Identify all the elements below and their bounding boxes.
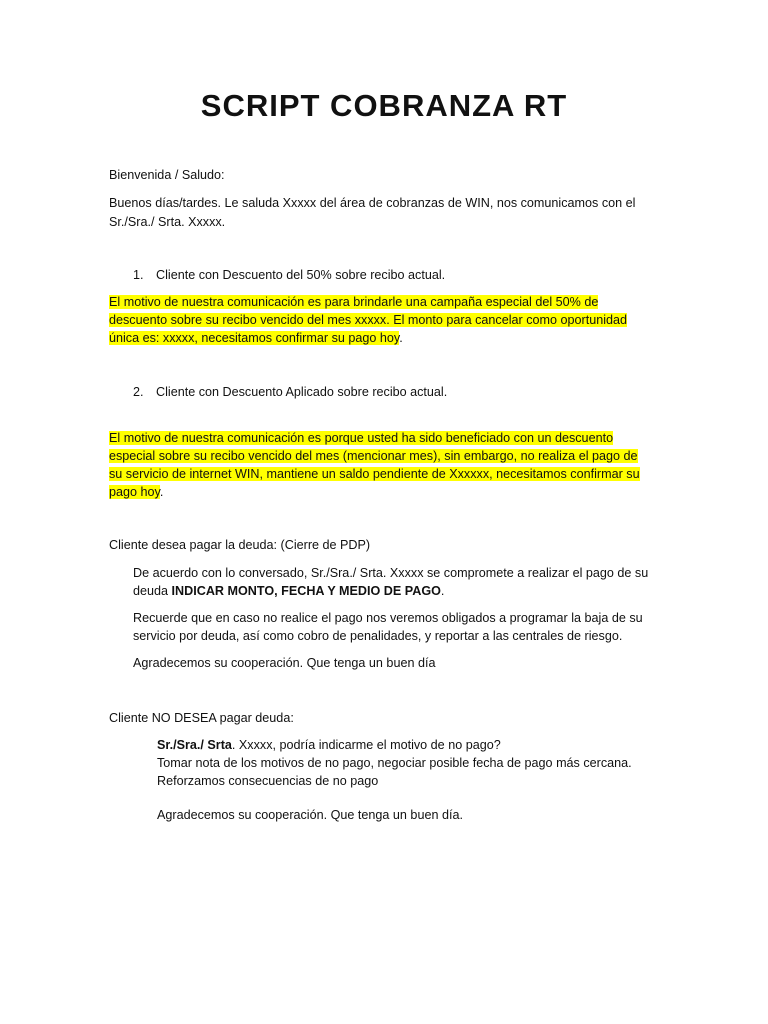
case-1-text-line-2: descuento sobre su recibo vencido del mes xxxxx. El monto para cancelar como oportunidad — [109, 313, 628, 327]
case-2-number: 2. — [133, 385, 144, 399]
case-1-text-line-3: única es: xxxxx, necesitamos confirmar su pago hoy. — [109, 331, 403, 345]
nopay-section-heading: Cliente NO DESEA pagar deuda: — [109, 711, 294, 725]
case-2-heading: Cliente con Descuento Aplicado sobre recibo actual. — [156, 385, 448, 399]
pay-paragraph-1-line-1: De acuerdo con lo conversado, Sr./Sra./ Srta. Xxxxx se compromete a realizar el pago de su — [133, 566, 649, 580]
case-2-text-line-4: pago hoy. — [109, 485, 164, 499]
nopay-line-3: Reforzamos consecuencias de no pago — [157, 774, 379, 788]
case-2-text-line-1: El motivo de nuestra comunicación es porque usted ha sido beneficiado con un descuento — [109, 431, 614, 445]
greeting-line-2: Sr./Sra./ Srta. Xxxxx. — [109, 215, 226, 229]
case-2-text-line-3: su servicio de internet WIN, mantiene un saldo pendiente de Xxxxxx, necesitamos confirmar su — [109, 467, 640, 481]
pay-paragraph-1-line-2: deuda INDICAR MONTO, FECHA Y MEDIO DE PAGO. — [133, 584, 445, 598]
document-title: SCRIPT COBRANZA RT — [200, 88, 568, 123]
nopay-line-2: Tomar nota de los motivos de no pago, negociar posible fecha de pago más cercana. — [157, 756, 632, 770]
nopay-line-4: Agradecemos su cooperación. Que tenga un buen día. — [157, 808, 463, 822]
pay-section-heading: Cliente desea pagar la deuda: (Cierre de PDP) — [109, 538, 371, 552]
greeting-line-1: Buenos días/tardes. Le saluda Xxxxx del área de cobranzas de WIN, nos comunicamos con el — [109, 196, 636, 210]
case-1-number: 1. — [133, 268, 144, 282]
pay-paragraph-2-line-2: servicio por deuda, así como cobro de penalidades, y reportar a las centrales de riesgo. — [133, 629, 623, 643]
case-1-heading: Cliente con Descuento del 50% sobre recibo actual. — [156, 268, 446, 282]
pay-paragraph-3: Agradecemos su cooperación. Que tenga un buen día — [133, 656, 436, 670]
welcome-heading: Bienvenida / Saludo: — [109, 168, 225, 182]
case-2-text-line-2: especial sobre su recibo vencido del mes (mencionar mes), sin embargo, no realiza el pago de — [109, 449, 638, 463]
nopay-line-1: Sr./Sra./ Srta. Xxxxx, podría indicarme el motivo de no pago? — [157, 738, 501, 752]
case-1-text-line-1: El motivo de nuestra comunicación es para brindarle una campaña especial del 50% de — [109, 295, 599, 309]
pay-paragraph-2-line-1: Recuerde que en caso no realice el pago nos veremos obligados a programar la baja de su — [133, 611, 643, 625]
